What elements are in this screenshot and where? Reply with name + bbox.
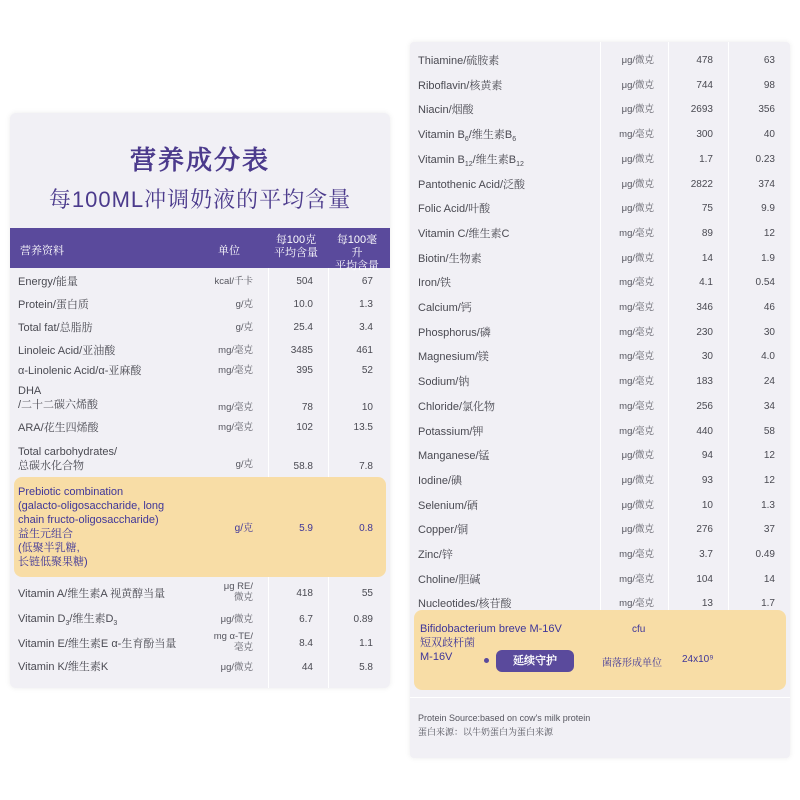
value-per-100g: 2822 — [690, 178, 713, 190]
value-per-100g: 94 — [701, 450, 713, 462]
value-per-100ml: 356 — [758, 104, 775, 116]
protein-source-en: Protein Source:based on cow's milk protein — [418, 713, 591, 723]
value-per-100ml: 9.9 — [761, 203, 775, 215]
header-unit: 单位 — [218, 245, 240, 257]
value-per-100g: 4.1 — [699, 277, 713, 289]
table-row — [410, 499, 790, 519]
bifido-line3: M-16V — [420, 651, 453, 663]
protein-source-zh: 蛋白来源：以牛奶蛋白为蛋白来源 — [418, 727, 554, 737]
value-per-100ml: 3.4 — [359, 322, 373, 333]
nutrient-unit: μg/微克 — [621, 450, 654, 462]
nutrient-name: Total fat/总脂肪 — [18, 322, 93, 334]
nutrient-name: Pantothenic Acid/泛酸 — [418, 178, 526, 191]
table-row — [410, 474, 790, 494]
value-per-100ml: 0.23 — [755, 153, 775, 165]
value-per-100ml: 12 — [763, 450, 775, 462]
value-per-100ml: 1.9 — [761, 252, 775, 264]
bifido-value: 24x10⁹ — [682, 654, 714, 665]
nutrient-name: Zinc/锌 — [418, 549, 453, 561]
table-row — [10, 364, 390, 384]
table-row — [10, 631, 390, 657]
value-per-100g: 25.4 — [293, 322, 313, 333]
table-row — [410, 276, 790, 296]
table-row — [10, 321, 390, 341]
nutrient-unit: μg/微克 — [621, 104, 654, 116]
nutrient-name: Phosphorus/磷 — [418, 326, 491, 339]
nutrient-unit: μg/微克 — [621, 252, 654, 264]
unit-line1: μg RE/ — [223, 581, 253, 592]
nutrient-unit: mg/毫克 — [619, 549, 654, 560]
value-per-100ml: 58 — [763, 425, 775, 437]
prebiotic-per-100ml: 0.8 — [359, 523, 373, 534]
table-row — [410, 128, 790, 148]
prebiotic-unit: g/克 — [234, 523, 253, 534]
nutrient-name: Potassium/钾 — [418, 425, 484, 438]
table-row — [410, 202, 790, 222]
nutrient-unit: mg/毫克 — [218, 365, 253, 376]
value-per-100g: 418 — [296, 588, 313, 599]
table-subtitle: 每100ML冲调奶液的平均含量 — [48, 187, 352, 212]
value-per-100ml: 30 — [763, 326, 775, 338]
bifido-unit-line2: 菌落形成单位 — [602, 658, 662, 669]
value-per-100ml: 0.89 — [353, 614, 373, 625]
value-per-100ml: 4.0 — [761, 351, 775, 363]
nutrient-name: ARA/花生四烯酸 — [18, 422, 99, 434]
nutrient-unit: μg/微克 — [621, 203, 654, 215]
value-per-100g: 440 — [696, 425, 713, 437]
nutrition-table-right — [410, 42, 790, 758]
value-per-100ml: 0.49 — [755, 549, 775, 560]
table-row — [410, 548, 790, 568]
header-per-100ml — [332, 234, 382, 273]
nutrient-name — [18, 445, 117, 473]
table-row — [410, 153, 790, 173]
value-per-100g: 230 — [696, 326, 713, 338]
value-per-100ml: 63 — [763, 55, 775, 66]
value-per-100ml: 98 — [763, 79, 775, 91]
header-per-100ml-line2: 平均含量 — [335, 260, 379, 272]
value-per-100ml: 374 — [758, 178, 775, 190]
nutrient-unit: mg/毫克 — [619, 425, 654, 437]
nutrient-unit — [170, 581, 253, 603]
value-per-100ml: 1.3 — [359, 299, 373, 310]
unit-line2: 毫克 — [233, 642, 253, 653]
table-row — [10, 659, 390, 679]
table-row — [410, 227, 790, 247]
header-per-100g-line1: 每100克 — [275, 234, 317, 246]
value-per-100ml: 46 — [763, 302, 775, 313]
nutrient-unit: mg/毫克 — [619, 351, 654, 363]
table-row — [410, 449, 790, 469]
value-per-100g: 10.0 — [293, 299, 313, 310]
unit-line1: mg α-TE/ — [213, 631, 253, 642]
nutrient-name: Thiamine/硫胺素 — [418, 55, 500, 67]
table-header — [10, 228, 390, 272]
nutrient-name-line2: 总碳水化合物 — [18, 460, 84, 472]
prebiotic-line2: (galacto-oligosaccharide, long — [18, 500, 165, 512]
nutrient-unit: mg/毫克 — [218, 422, 253, 433]
nutrient-unit: mg/毫克 — [619, 573, 654, 585]
table-row — [410, 326, 790, 346]
value-per-100g: 75 — [701, 203, 713, 215]
table-row — [10, 275, 390, 295]
table-row — [410, 252, 790, 272]
nutrient-name: Calcium/钙 — [418, 302, 472, 314]
nutrient-name: Choline/胆碱 — [418, 573, 481, 586]
value-per-100g: 78 — [301, 402, 313, 413]
value-per-100g: 44 — [301, 662, 313, 673]
table-row — [410, 375, 790, 395]
header-name: 营养资料 — [20, 245, 64, 257]
value-per-100ml: 1.7 — [761, 598, 775, 610]
prebiotic-name — [18, 485, 164, 569]
nutrient-name: Linoleic Acid/亚油酸 — [18, 345, 116, 357]
value-per-100ml: 24 — [763, 376, 775, 388]
prebiotic-highlight — [14, 477, 386, 577]
nutrient-name: Protein/蛋白质 — [18, 299, 89, 311]
value-per-100g: 13 — [701, 598, 713, 610]
value-per-100ml: 37 — [763, 524, 775, 536]
nutrient-name: Vitamin A/维生素A 视黄醇当量 — [18, 588, 166, 600]
nutrient-name: Sodium/钠 — [418, 376, 470, 389]
value-per-100g: 30 — [701, 351, 713, 363]
header-per-100g-line2: 平均含量 — [274, 247, 318, 259]
nutrient-unit: μg/微克 — [621, 153, 654, 165]
bifido-highlight — [414, 610, 786, 690]
value-per-100g: 89 — [701, 227, 713, 239]
value-per-100ml: 0.54 — [755, 277, 775, 289]
value-per-100ml: 55 — [361, 588, 373, 599]
name-part: /维生素B — [468, 129, 513, 142]
value-per-100ml: 12 — [763, 227, 775, 239]
nutrient-name: Folic Acid/叶酸 — [418, 203, 491, 216]
value-per-100g: 395 — [296, 365, 313, 376]
value-per-100g: 478 — [696, 55, 713, 66]
nutrient-name: Iron/铁 — [418, 277, 452, 290]
table-row — [410, 103, 790, 123]
value-per-100g: 504 — [296, 276, 313, 287]
nutrient-name: Vitamin C/维生素C — [418, 227, 510, 240]
table-row — [410, 54, 790, 74]
table-row — [410, 573, 790, 593]
unit-line2: 微克 — [233, 592, 253, 603]
value-per-100ml: 12 — [763, 474, 775, 486]
value-per-100ml: 1.3 — [761, 499, 775, 511]
nutrient-name: Biotin/生物素 — [418, 252, 482, 265]
nutrient-unit — [170, 631, 253, 653]
nutrient-name: Iodine/碘 — [418, 474, 463, 487]
nutrient-name — [18, 612, 117, 631]
value-per-100ml: 52 — [361, 365, 373, 376]
value-per-100g: 93 — [701, 474, 713, 486]
bifido-unit-line1: cfu — [632, 624, 646, 635]
nutrient-unit: μg/微克 — [220, 662, 253, 673]
nutrient-unit: μg/微克 — [621, 499, 654, 511]
table-row — [10, 583, 390, 605]
table-title: 营养成分表 — [129, 145, 270, 175]
value-per-100ml: 14 — [763, 573, 775, 585]
name-subscript: 3 — [65, 620, 70, 628]
nutrient-unit: mg/毫克 — [218, 345, 253, 356]
nutrient-name — [18, 384, 98, 412]
nutrient-unit: g/克 — [235, 299, 253, 310]
nutrient-name — [418, 153, 524, 172]
nutrient-unit: mg/毫克 — [619, 598, 654, 610]
nutrient-name: Selenium/硒 — [418, 499, 478, 512]
nutrition-table-left — [10, 113, 390, 688]
value-per-100ml: 10 — [361, 402, 373, 413]
header-per-100g — [272, 234, 320, 260]
nutrient-name: Manganese/锰 — [418, 450, 490, 463]
nutrient-name — [418, 128, 516, 147]
value-per-100g: 744 — [696, 79, 713, 91]
value-per-100ml: 5.8 — [359, 662, 373, 673]
table-row — [410, 400, 790, 420]
prebiotic-line1: Prebiotic combination — [18, 486, 124, 498]
nutrient-name: Copper/铜 — [418, 524, 469, 537]
nutrient-unit: g/克 — [235, 459, 253, 470]
value-per-100g: 102 — [296, 422, 313, 433]
table-row — [10, 344, 390, 364]
value-per-100g: 300 — [696, 129, 713, 141]
nutrient-unit: mg/毫克 — [218, 402, 253, 413]
value-per-100g: 6.7 — [299, 614, 313, 625]
nutrient-unit: kcal/千卡 — [214, 276, 253, 287]
nutrient-name: Chloride/氯化物 — [418, 400, 496, 413]
nutrient-unit: mg/毫克 — [619, 326, 654, 338]
table-row — [10, 445, 390, 479]
value-per-100g: 104 — [696, 573, 713, 585]
table-row — [410, 350, 790, 370]
value-per-100g: 256 — [696, 400, 713, 412]
value-per-100g: 1.7 — [699, 153, 713, 165]
name-part: Vitamin D — [18, 613, 66, 625]
name-subscript: 6 — [512, 136, 517, 144]
value-per-100g: 346 — [696, 302, 713, 313]
bifido-badge: 延续守护 — [496, 650, 574, 672]
prebiotic-line3: chain fructo-oligosaccharide) — [18, 514, 159, 526]
name-part: Vitamin B — [418, 153, 465, 166]
nutrient-unit: μg/微克 — [621, 55, 654, 66]
nutrient-unit: mg/毫克 — [619, 129, 654, 141]
nutrient-name: Nucleotides/核苷酸 — [418, 598, 512, 611]
table-row — [10, 610, 390, 630]
nutrient-name-line2: /二十二碳六烯酸 — [18, 399, 99, 411]
name-subscript: 12 — [516, 160, 524, 168]
table-row — [10, 298, 390, 318]
nutrient-name: Niacin/烟酸 — [418, 104, 474, 117]
value-per-100g: 14 — [701, 252, 713, 264]
name-subscript: 3 — [113, 620, 118, 628]
table-row — [410, 425, 790, 445]
value-per-100ml: 1.1 — [359, 638, 373, 649]
value-per-100ml: 40 — [763, 129, 775, 141]
value-per-100g: 183 — [696, 376, 713, 388]
table-row — [410, 178, 790, 198]
prebiotic-line5: (低聚半乳糖, — [18, 542, 80, 554]
value-per-100g: 3485 — [290, 345, 313, 356]
value-per-100g: 3.7 — [699, 549, 713, 560]
table-row — [10, 421, 390, 441]
value-per-100ml: 34 — [763, 400, 775, 412]
value-per-100g: 276 — [696, 524, 713, 536]
prebiotic-line4: 益生元组合 — [18, 528, 73, 540]
name-part: /维生素B — [472, 153, 517, 166]
name-subscript: 6 — [464, 136, 469, 144]
nutrient-name: α-Linolenic Acid/α-亚麻酸 — [18, 365, 142, 377]
bifido-line2: 短双歧杆菌 — [420, 637, 475, 649]
nutrient-unit: μg/微克 — [621, 79, 654, 91]
nutrient-unit: mg/毫克 — [619, 376, 654, 388]
nutrient-unit: μg/微克 — [621, 474, 654, 486]
name-part: Vitamin B — [418, 129, 465, 142]
header-per-100ml-line1: 每100毫升 — [336, 234, 378, 259]
nutrient-name: Magnesium/镁 — [418, 351, 489, 364]
nutrient-unit: μg/微克 — [621, 178, 654, 190]
value-per-100g: 2693 — [690, 104, 713, 116]
nutrient-unit: mg/毫克 — [619, 302, 654, 313]
prebiotic-per-100g: 5.9 — [299, 523, 313, 534]
nutrient-name: Energy/能量 — [18, 276, 78, 288]
table-row — [10, 384, 390, 416]
nutrient-name-line1: DHA — [18, 385, 42, 397]
nutrient-name-line1: Total carbohydrates/ — [18, 446, 118, 458]
prebiotic-line6: 长链低聚果糖) — [18, 556, 88, 568]
name-part: /维生素D — [69, 613, 114, 625]
value-per-100ml: 7.8 — [359, 461, 373, 472]
value-per-100g: 58.8 — [293, 461, 313, 472]
nutrient-unit: μg/微克 — [220, 614, 253, 625]
value-per-100g: 10 — [701, 499, 713, 511]
nutrient-unit: mg/毫克 — [619, 227, 654, 239]
nutrient-name: Riboflavin/核黄素 — [418, 79, 503, 92]
nutrient-unit: μg/微克 — [621, 524, 654, 536]
table-row — [410, 301, 790, 321]
table-row — [410, 79, 790, 99]
footer-note — [410, 697, 790, 759]
bullet-dot — [484, 658, 489, 663]
table-row — [410, 523, 790, 543]
bifido-line1: Bifidobacterium breve M-16V — [420, 623, 562, 635]
value-per-100ml: 461 — [356, 345, 373, 356]
value-per-100ml: 13.5 — [353, 422, 373, 433]
nutrient-name: Vitamin K/维生素K — [18, 661, 109, 673]
nutrient-unit: mg/毫克 — [619, 400, 654, 412]
nutrient-name: Vitamin E/维生素E α-生育酚当量 — [18, 638, 177, 650]
nutrient-unit: mg/毫克 — [619, 277, 654, 289]
value-per-100ml: 67 — [361, 276, 373, 287]
value-per-100g: 8.4 — [299, 638, 313, 649]
nutrient-unit: g/克 — [235, 322, 253, 333]
name-subscript: 12 — [464, 160, 473, 168]
